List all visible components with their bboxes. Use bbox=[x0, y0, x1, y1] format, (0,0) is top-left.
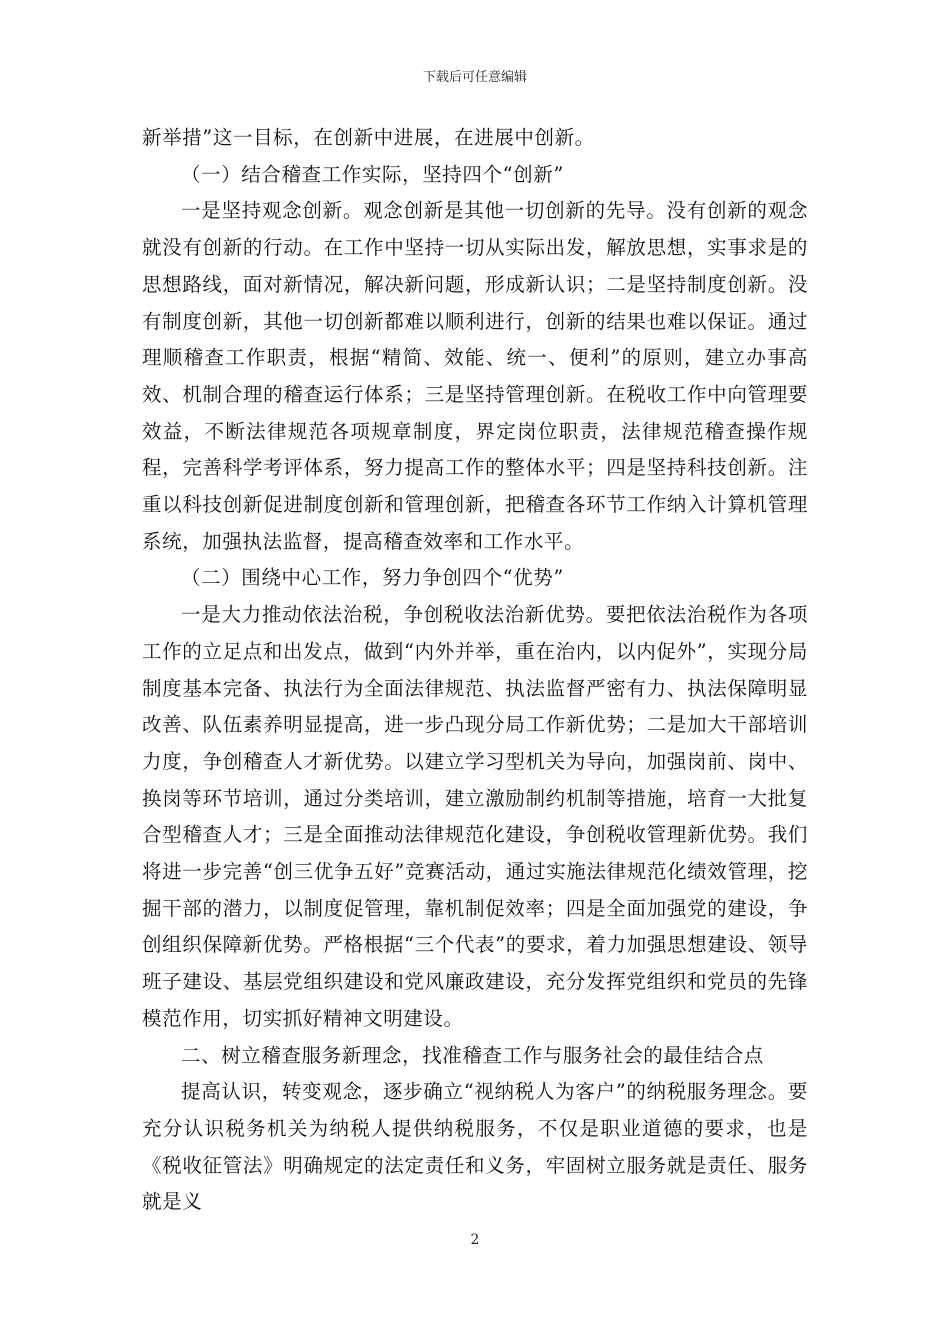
section-heading-2: （二）围绕中心工作，努力争创四个“优势” bbox=[181, 566, 564, 590]
paragraph-4: 提高认识，转变观念，逐步确立“视纳税人为客户”的纳税服务理念。要充分认识税务机关为纳税人提供纳税服务，不仅是职业道德的要求，也是《税收征管法》明确规定的法定责任和义务，牢固树立服务就是责任、服务就是义 bbox=[142, 1080, 808, 1214]
section-heading-1: （一）结合稽查工作实际，坚持四个“创新” bbox=[181, 162, 564, 186]
document-body bbox=[142, 120, 808, 1221]
paragraph-2: 一是坚持观念创新。观念创新是其他一切创新的先导。没有创新的观念就没有创新的行动。在工作中坚持一切从实际出发，解放思想，实事求是的思想路线，面对新情况，解决新问题，形成新认识；二是坚持制度创新。没有制度创新，其他一切创新都难以顺利进行，创新的结果也难以保证。通过理顺稽查工作职责，根据“精简、效能、统一、便利”的原则，建立办事高效、机制合理的稽查运行体系；三是坚持管理创新。在税收工作中向管理要效益，不断法律规范各项规章制度，界定岗位职责，法律规范稽查操作规程，完善科学考评体系，努力提高工作的整体水平；四是坚持科技创新。注重以科技创新促进制度创新和管理创新，把稽查各环节工作纳入计算机管理系统，加强执法监督，提高稽查效率和工作水平。 bbox=[142, 199, 808, 553]
section-heading-3: 二、树立稽查服务新理念，找准稽查工作与服务社会的最佳结合点 bbox=[181, 1043, 764, 1067]
page-number: 2 bbox=[470, 1232, 480, 1248]
paragraph-1: 新举措”这一目标，在创新中进展，在进展中创新。 bbox=[142, 126, 595, 149]
paragraph-3: 一是大力推动依法治税，争创税收法治新优势。要把依法治税作为各项工作的立足点和出发点，做到“内外并举，重在治内，以内促外”，实现分局制度基本完备、执法行为全面法律规范、执法监督严密有力、执法保障明显改善、队伍素养明显提高，进一步凸现分局工作新优势；二是加大干部培训力度，争创稽查人才新优势。以建立学习型机关为导向，加强岗前、岗中、换岗等环节培训，通过分类培训，建立激励制约机制等措施，培育一大批复合型稽查人才；三是全面推动法律规范化建设，争创税收管理新优势。我们将进一步完善“创三优争五好”竞赛活动，通过实施法律规范化绩效管理，挖掘干部的潜力，以制度促管理，靠机制促效率；四是全面加强党的建设，争创组织保障新优势。严格根据“三个代表”的要求，着力加强思想建设、领导班子建设、基层党组织建设和党风廉政建设，充分发挥党组织和党员的先锋模范作用，切实抓好精神文明建设。 bbox=[142, 603, 808, 1030]
page-header: 下载后可任意编辑 bbox=[422, 70, 527, 85]
